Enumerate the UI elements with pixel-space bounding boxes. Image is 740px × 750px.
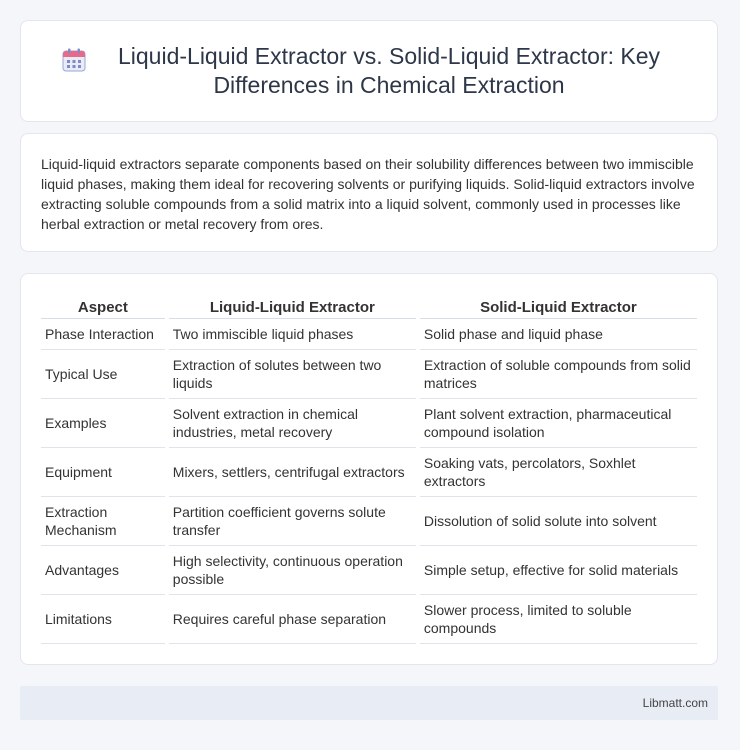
table-row [41, 546, 697, 595]
row-solid-liquid: Plant solvent extraction, pharmaceutical compound isolation [420, 399, 697, 448]
comparison-table [37, 294, 701, 644]
table-row [41, 399, 697, 448]
calendar-icon [61, 47, 87, 73]
title-wrap [21, 42, 717, 100]
row-solid-liquid: Extraction of soluble compounds from solid matrices [420, 350, 697, 399]
row-liquid-liquid: Mixers, settlers, centrifugal extractors [169, 448, 416, 497]
header-liquid-liquid: Liquid-Liquid Extractor [169, 294, 416, 319]
row-aspect: Phase Interaction [41, 319, 165, 350]
footer-brand[interactable]: Libmatt.com [642, 696, 708, 710]
row-aspect: Advantages [41, 546, 165, 595]
header-solid-liquid: Solid-Liquid Extractor [420, 294, 697, 319]
header-aspect: Aspect [41, 294, 165, 319]
footer-bar [20, 686, 718, 720]
row-liquid-liquid: Requires careful phase separation [169, 595, 416, 644]
row-aspect: Extraction Mechanism [41, 497, 165, 546]
row-aspect: Limitations [41, 595, 165, 644]
row-liquid-liquid: Two immiscible liquid phases [169, 319, 416, 350]
table-row [41, 448, 697, 497]
comparison-card [20, 273, 718, 665]
table-row [41, 350, 697, 399]
row-aspect: Examples [41, 399, 165, 448]
row-solid-liquid: Dissolution of solid solute into solvent [420, 497, 697, 546]
table-row [41, 595, 697, 644]
table-header-row [41, 294, 697, 319]
table-row [41, 319, 697, 350]
title-card [20, 20, 718, 122]
row-aspect: Typical Use [41, 350, 165, 399]
row-liquid-liquid: Extraction of solutes between two liquids [169, 350, 416, 399]
row-solid-liquid: Simple setup, effective for solid materials [420, 546, 697, 595]
intro-card [20, 133, 718, 252]
row-liquid-liquid: Partition coefficient governs solute transfer [169, 497, 416, 546]
table-row [41, 497, 697, 546]
row-liquid-liquid: Solvent extraction in chemical industries, metal recovery [169, 399, 416, 448]
row-liquid-liquid: High selectivity, continuous operation possible [169, 546, 416, 595]
row-solid-liquid: Soaking vats, percolators, Soxhlet extractors [420, 448, 697, 497]
row-solid-liquid: Slower process, limited to soluble compounds [420, 595, 697, 644]
intro-paragraph: Liquid-liquid extractors separate components based on their solubility differences between two immiscible liquid phases, making them ideal for recovering solvents or purifying liquids. Solid-liquid extractors involve extracting soluble compounds from a solid matrix into a liquid solvent, commonly used in processes like herbal extraction or metal recovery from ores. [41, 156, 695, 232]
row-solid-liquid: Solid phase and liquid phase [420, 319, 697, 350]
row-aspect: Equipment [41, 448, 165, 497]
page-title: Liquid-Liquid Extractor vs. Solid-Liquid Extractor: Key Differences in Chemical Extraction [117, 43, 661, 98]
